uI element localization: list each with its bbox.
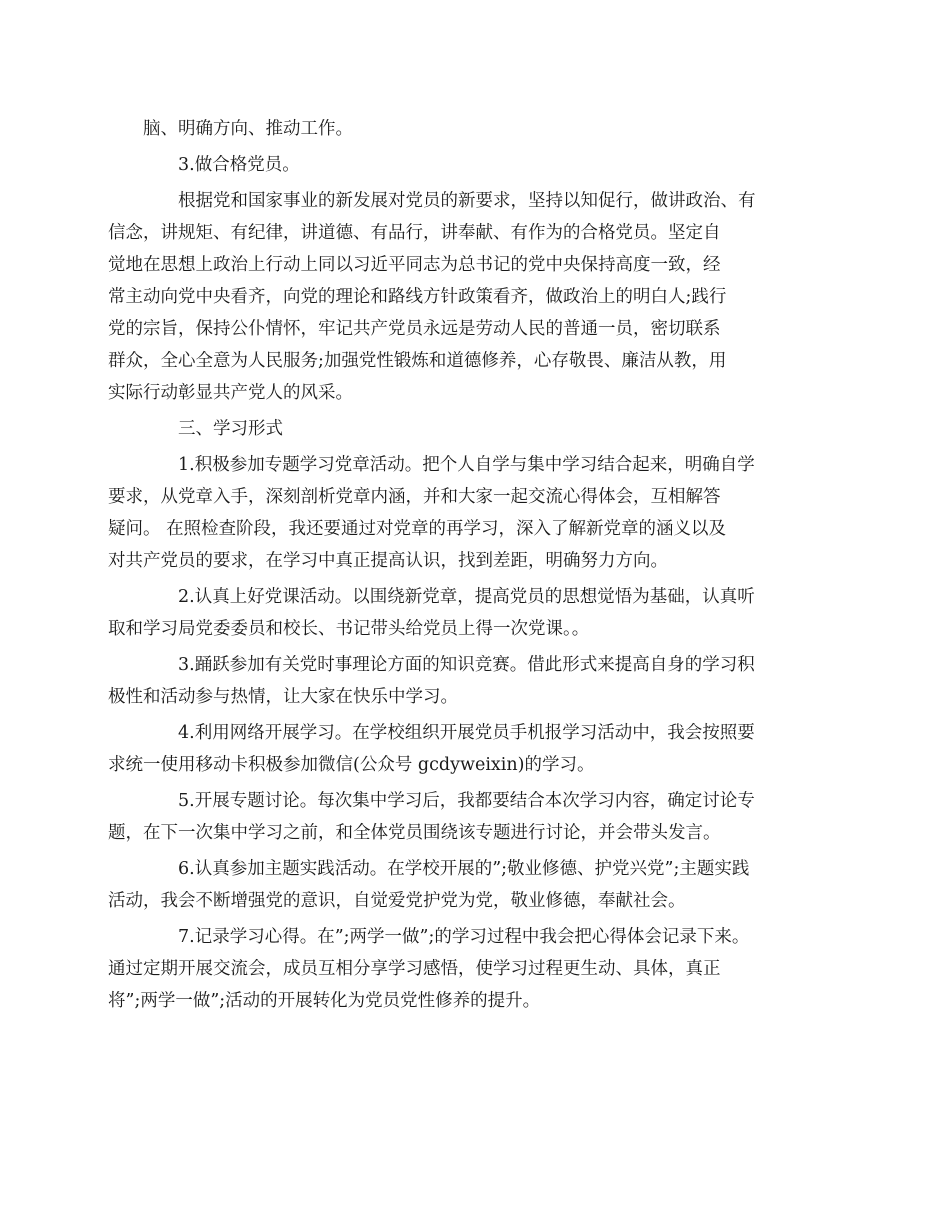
document-body [108,113,811,1021]
paragraph-continuation [143,113,811,145]
list-item-4 [108,717,811,781]
text-line: 活动，我会不断增强党的意识，自觉爱党护党为党，敬业修德，奉献社会。 [108,891,686,911]
text-line: 题，在下一次集中学习之前，和全体党员围绕该专题进行讨论，并会带头发言。 [108,823,721,843]
text-line: 求统一使用移动卡积极参加微信(公众号 gcdyweixin)的学习。 [108,755,595,775]
paragraph-requirements [108,185,811,409]
text-line: 3.做合格党员。 [178,155,300,175]
list-item-3 [108,649,811,713]
text-line: 党的宗旨，保持公仆情怀，牢记共产党员永远是劳动人民的普通一员，密切联系 [108,319,721,339]
text-line: 群众，全心全意为人民服务;加强党性锻炼和道德修养，心存敬畏、廉洁从教，用 [108,351,727,371]
text-line: 7.记录学习心得。在”;两学一做”;的学习过程中我会把心得体会记录下来。 [178,927,750,947]
text-line: 疑问。 在照检查阶段，我还要通过对党章的再学习，深入了解新党章的涵义以及 [108,519,727,539]
text-line: 极性和活动参与热情，让大家在快乐中学习。 [108,687,458,707]
text-line: 1.积极参加专题学习党章活动。把个人自学与集中学习结合起来，明确自学 [178,455,755,475]
heading-be-qualified-member [143,149,811,181]
text-line: 将”;两学一做”;活动的开展转化为党员党性修养的提升。 [108,991,541,1011]
text-line: 实际行动彰显共产党人的风采。 [108,383,353,403]
list-item-2 [108,581,811,645]
text-line: 5.开展专题讨论。每次集中学习后，我都要结合本次学习内容，确定讨论专 [178,791,755,811]
text-line: 对共产党员的要求，在学习中真正提高认识，找到差距，明确努力方向。 [108,551,668,571]
section-heading-study-forms [143,413,811,445]
list-item-7 [108,921,811,1017]
text-line: 3.踊跃参加有关党时事理论方面的知识竞赛。借此形式来提高自身的学习积 [178,655,755,675]
text-line: 脑、明确方向、推动工作。 [143,119,353,139]
text-line: 三、学习形式 [178,419,283,439]
text-line: 常主动向党中央看齐，向党的理论和路线方针政策看齐，做政治上的明白人;践行 [108,287,727,307]
text-line: 要求，从党章入手，深刻剖析党章内涵，并和大家一起交流心得体会，互相解答 [108,487,721,507]
text-line: 4.利用网络开展学习。在学校组织开展党员手机报学习活动中，我会按照要 [178,723,755,743]
text-line: 根据党和国家事业的新发展对党员的新要求，坚持以知促行，做讲政治、有 [178,191,756,211]
text-line: 信念，讲规矩、有纪律，讲道德、有品行，讲奉献、有作为的合格党员。坚定自 [108,223,721,243]
text-line: 觉地在思想上政治上行动上同以习近平同志为总书记的党中央保持高度一致，经 [108,255,721,275]
text-line: 通过定期开展交流会，成员互相分享学习感悟，使学习过程更生动、具体，真正 [108,959,721,979]
text-line: 取和学习局党委委员和校长、书记带头给党员上得一次党课。。 [108,619,590,639]
text-line: 6.认真参加主题实践活动。在学校开展的”;敬业修德、护党兴党”;主题实践 [178,859,750,879]
list-item-6 [108,853,811,917]
list-item-5 [108,785,811,849]
text-line: 2.认真上好党课活动。以围绕新党章，提高党员的思想觉悟为基础，认真听 [178,587,755,607]
list-item-1 [108,449,811,577]
